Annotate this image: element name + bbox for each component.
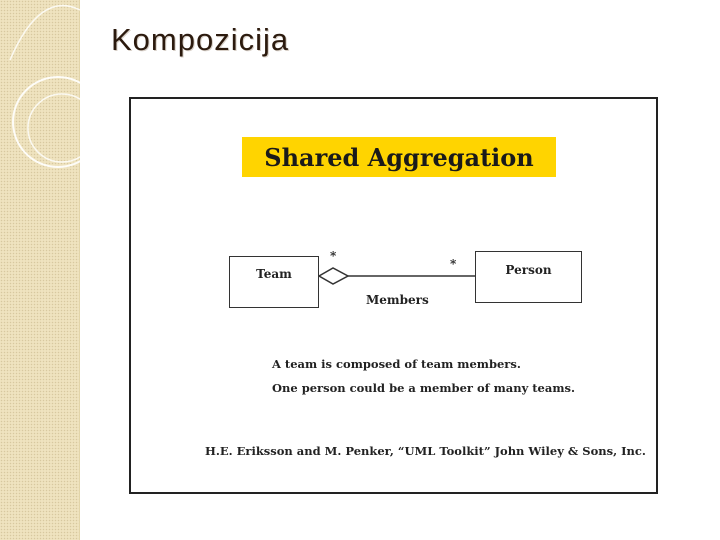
figure-heading: Shared Aggregation bbox=[264, 142, 534, 172]
team-class-label: Team bbox=[256, 267, 292, 281]
citation: H.E. Eriksson and M. Penker, “UML Toolkit” John Wiley & Sons, Inc. bbox=[205, 444, 646, 458]
description-line-2: One person could be a member of many teams. bbox=[272, 381, 575, 395]
team-multiplicity: * bbox=[330, 249, 337, 263]
person-class-box bbox=[475, 251, 582, 303]
person-class-label: Person bbox=[505, 263, 552, 277]
team-class-box bbox=[229, 256, 319, 308]
person-multiplicity: * bbox=[450, 257, 457, 271]
aggregation-diamond bbox=[319, 268, 348, 284]
description-line-1: A team is composed of team members. bbox=[272, 357, 521, 371]
slide-title: Kompozicija bbox=[111, 22, 290, 57]
association-label: Members bbox=[366, 293, 429, 307]
